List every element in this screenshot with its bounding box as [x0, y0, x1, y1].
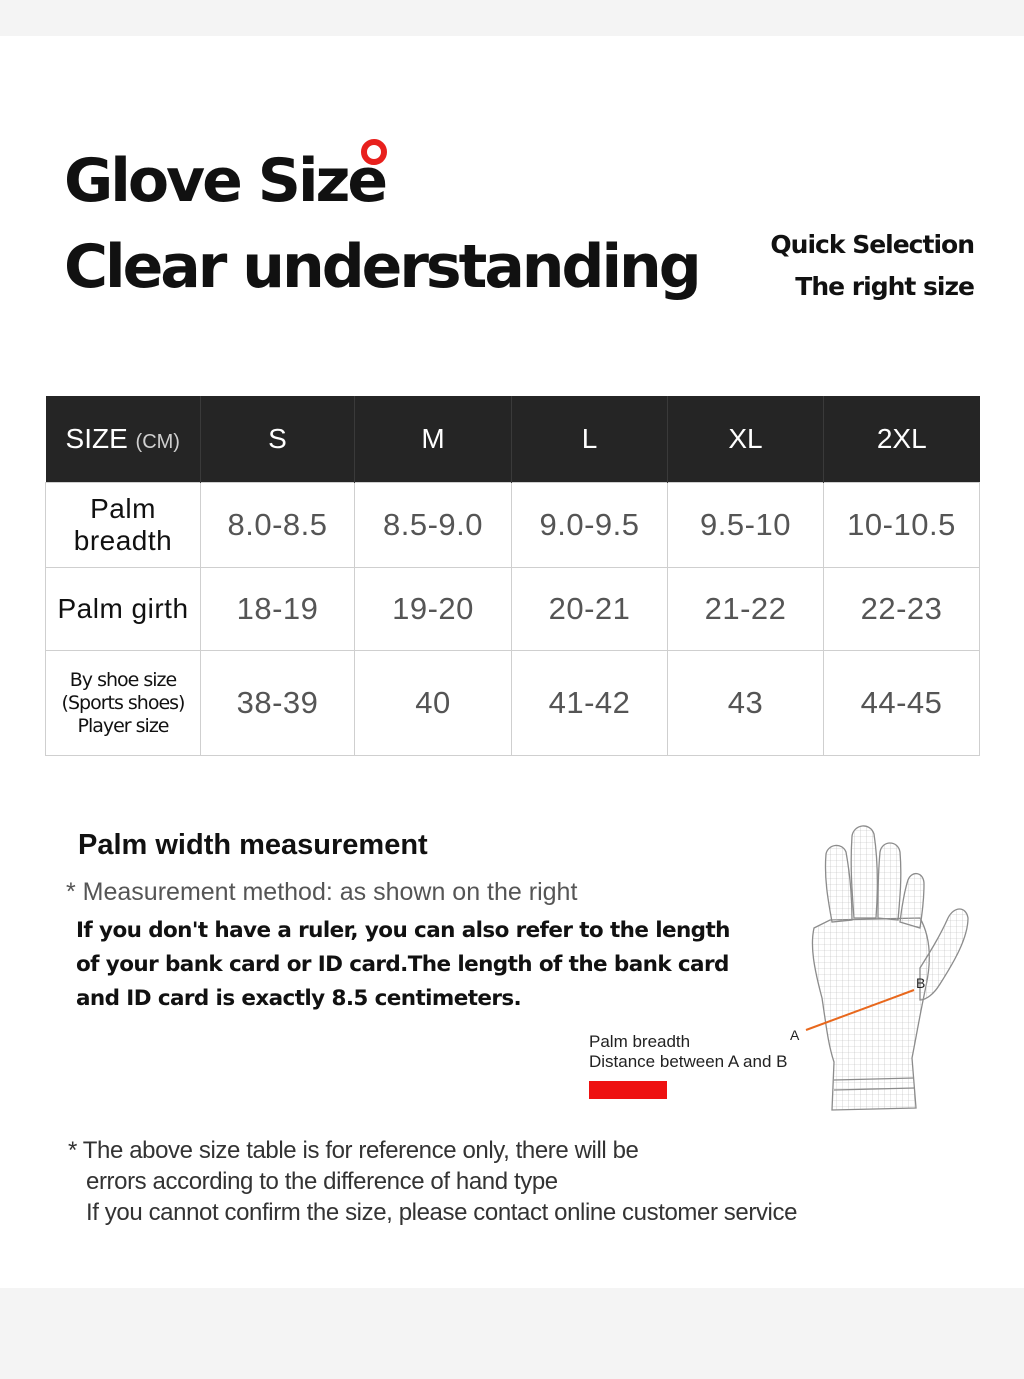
table-cell: 8.0-8.5	[201, 483, 355, 568]
measurement-method: * Measurement method: as shown on the right	[66, 878, 578, 906]
hand-diagram	[770, 818, 980, 1118]
table-row	[46, 651, 980, 756]
size-guide-sheet	[0, 36, 1024, 1288]
table-row	[46, 483, 980, 568]
column-header-l: L	[512, 396, 668, 483]
column-header-s: S	[201, 396, 355, 483]
quick-selection-tagline	[770, 224, 974, 308]
table-cell: 44-45	[824, 651, 980, 756]
column-header-2xl: 2XL	[824, 396, 980, 483]
row-label-shoe-size	[46, 651, 201, 756]
caption-line2: Distance between A and B	[589, 1052, 788, 1071]
table-cell: 9.0-9.5	[512, 483, 668, 568]
footnote-line1: * The above size table is for reference only, there will be	[68, 1137, 639, 1164]
size-corner-unit: (CM)	[135, 431, 180, 453]
table-cell: 9.5-10	[668, 483, 824, 568]
row-label-line: By shoe size	[69, 668, 177, 691]
table-row	[46, 568, 980, 651]
table-cell: 41-42	[512, 651, 668, 756]
caption-line1: Palm breadth	[589, 1032, 691, 1051]
column-header-m: M	[355, 396, 512, 483]
row-label-palm-girth: Palm girth	[46, 568, 201, 651]
table-cell: 21-22	[668, 568, 824, 651]
size-corner-label: SIZE	[65, 423, 128, 454]
column-header-xl: XL	[668, 396, 824, 483]
table-cell: 20-21	[512, 568, 668, 651]
red-accent-bar	[589, 1081, 667, 1099]
row-label-line: Player size	[77, 714, 169, 737]
measurement-title: Palm width measurement	[78, 829, 428, 861]
instruction-line: and ID card is exactly 8.5 centimeters.	[76, 986, 522, 1011]
footnote-line2: errors according to the difference of hand type	[86, 1168, 558, 1195]
size-table-header-row	[46, 396, 980, 483]
title-line2: Clear understanding	[64, 232, 699, 302]
quick-line2: The right size	[795, 272, 974, 301]
instruction-line: If you don't have a ruler, you can also refer to the length	[76, 918, 730, 943]
table-cell: 40	[355, 651, 512, 756]
title-line1: Glove Size	[64, 146, 386, 216]
size-corner-header	[46, 396, 201, 483]
table-cell: 10-10.5	[824, 483, 980, 568]
hand-outline	[812, 826, 968, 1110]
table-cell: 38-39	[201, 651, 355, 756]
footnote	[68, 1135, 797, 1228]
row-label-palm-breadth: Palm breadth	[46, 483, 201, 568]
size-table	[45, 396, 980, 756]
footnote-line3: If you cannot confirm the size, please contact online customer service	[86, 1199, 798, 1226]
row-label-line: (Sports shoes)	[61, 691, 185, 714]
measurement-instructions	[76, 914, 736, 1016]
table-cell: 19-20	[355, 568, 512, 651]
point-b-label: B	[916, 975, 926, 991]
table-cell: 18-19	[201, 568, 355, 651]
red-circle-icon	[361, 139, 387, 165]
table-cell: 22-23	[824, 568, 980, 651]
point-a-label: A	[790, 1027, 800, 1043]
instruction-line: of your bank card or ID card.The length of the bank card	[76, 952, 729, 977]
quick-line1: Quick Selection	[770, 230, 974, 259]
table-cell: 43	[668, 651, 824, 756]
hand-caption	[589, 1032, 787, 1072]
table-cell: 8.5-9.0	[355, 483, 512, 568]
